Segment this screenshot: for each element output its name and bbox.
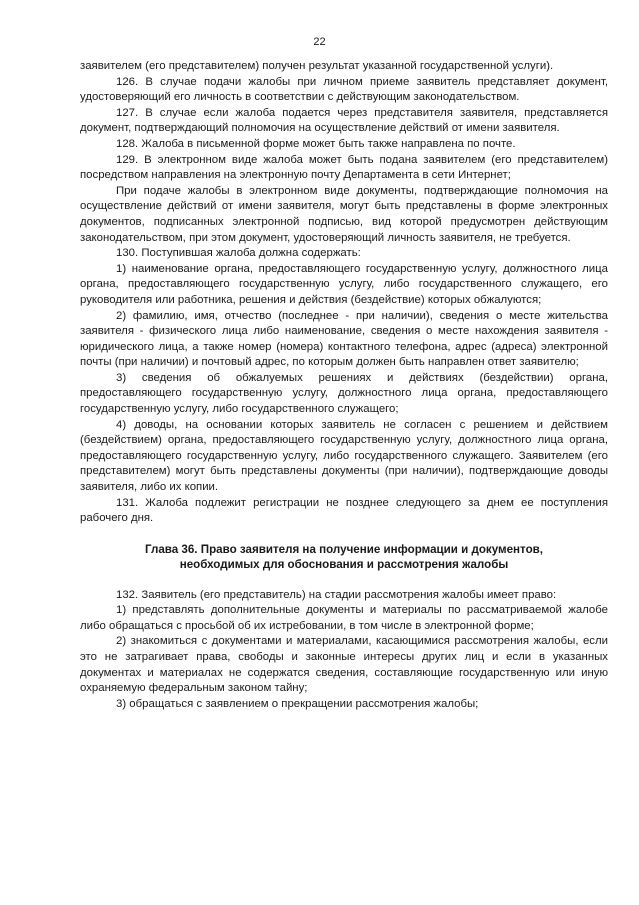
chapter-heading: [80, 542, 608, 573]
paragraph-128: 128. Жалоба в письменной форме может быть также направлена по почте.: [116, 137, 516, 150]
paragraph-126: 126. В случае подачи жалобы при личном приеме заявитель представляет документ, удостоверяющий его личность в соответствии с действующим законодательством.: [80, 75, 608, 104]
list-item-132-2: 2) знакомиться с документами и материалами, касающимися рассмотрения жалобы, если это не затрагивает права, свободы и законные интересы других лиц и если в указанных документах и материалах не содержатся сведения, составляющие государственную или иную охраняемую федеральным законом тайну;: [80, 635, 608, 695]
paragraph-127: 127. В случае если жалоба подается через представителя заявителя, представляется документ, подтверждающий полномочия на осуществление действий от имени заявителя.: [80, 106, 608, 135]
paragraph-electronic-submission: При подаче жалобы в электронном виде документы, подтверждающие полномочия на осуществление действий от имени заявителя, могут быть представлены в форме электронных документов, подписанных электронной подписью, вид которой предусмотрен действующим законодательством, при этом документ, удостоверяющий личность заявителя, не требуется.: [80, 184, 608, 244]
chapter-heading-line-1: Глава 36. Право заявителя на получение информации и документов,: [144, 542, 544, 556]
paragraph-129: 129. В электронном виде жалоба может быть подана заявителем (его представителем) посредством направления на электронную почту Департамента в сети Интернет;: [80, 153, 608, 182]
paragraph-continuation: заявителем (его представителем) получен результат указанной государственной услуги).: [80, 60, 554, 72]
page-number: 22: [313, 36, 326, 48]
list-item-130-1: 1) наименование органа, предоставляющего государственную услугу, должностного лица органа, предоставляющего государственную услугу, либо государственного служащего, его руководителя или работника, решения и действия (бездействие) которых обжалуются;: [80, 262, 608, 306]
list-item-130-3: 3) сведения об обжалуемых решениях и действиях (бездействии) органа, предоставляющего государственную услугу, должностного лица органа, предоставляющего государственную услугу, либо государственного служащего;: [80, 371, 608, 416]
paragraph-130: 130. Поступившая жалоба должна содержать:: [116, 247, 361, 260]
list-item-130-4: 4) доводы, на основании которых заявитель не согласен с решением и действием (бездействием) органа, предоставляющего государственную услугу, должностного лица органа, предоставляющего государственную услугу, либо государственного служащего. Заявителем (его представителем) могут быть представлены документы (при наличии), подтверждающие доводы заявителя, либо их копии.: [80, 418, 608, 494]
chapter-heading-line-2: необходимых для обоснования и рассмотрения жалобы: [179, 558, 509, 572]
paragraph-131: 131. Жалоба подлежит регистрации не позднее следующего за днем ее поступления рабочего дня.: [80, 496, 608, 525]
list-item-132-3: 3) обращаться с заявлением о прекращении рассмотрения жалобы;: [116, 697, 479, 710]
document-body: [80, 59, 608, 712]
list-item-130-2: 2) фамилию, имя, отчество (последнее - при наличии), сведения о месте жительства заявителя - физического лица либо наименование, сведения о месте нахождения заявителя - юридического лица, а также номер (номера) контактного телефона, адрес (адреса) электронной почты (при наличии) и почтовый адрес, по которым должен быть направлен ответ заявителю;: [80, 309, 608, 369]
list-item-132-1: 1) представлять дополнительные документы и материалы по рассматриваемой жалобе либо обращаться с просьбой об их истребовании, в том числе в электронной форме;: [80, 604, 608, 632]
paragraph-132: 132. Заявитель (его представитель) на стадии рассмотрения жалобы имеет право:: [116, 588, 557, 601]
